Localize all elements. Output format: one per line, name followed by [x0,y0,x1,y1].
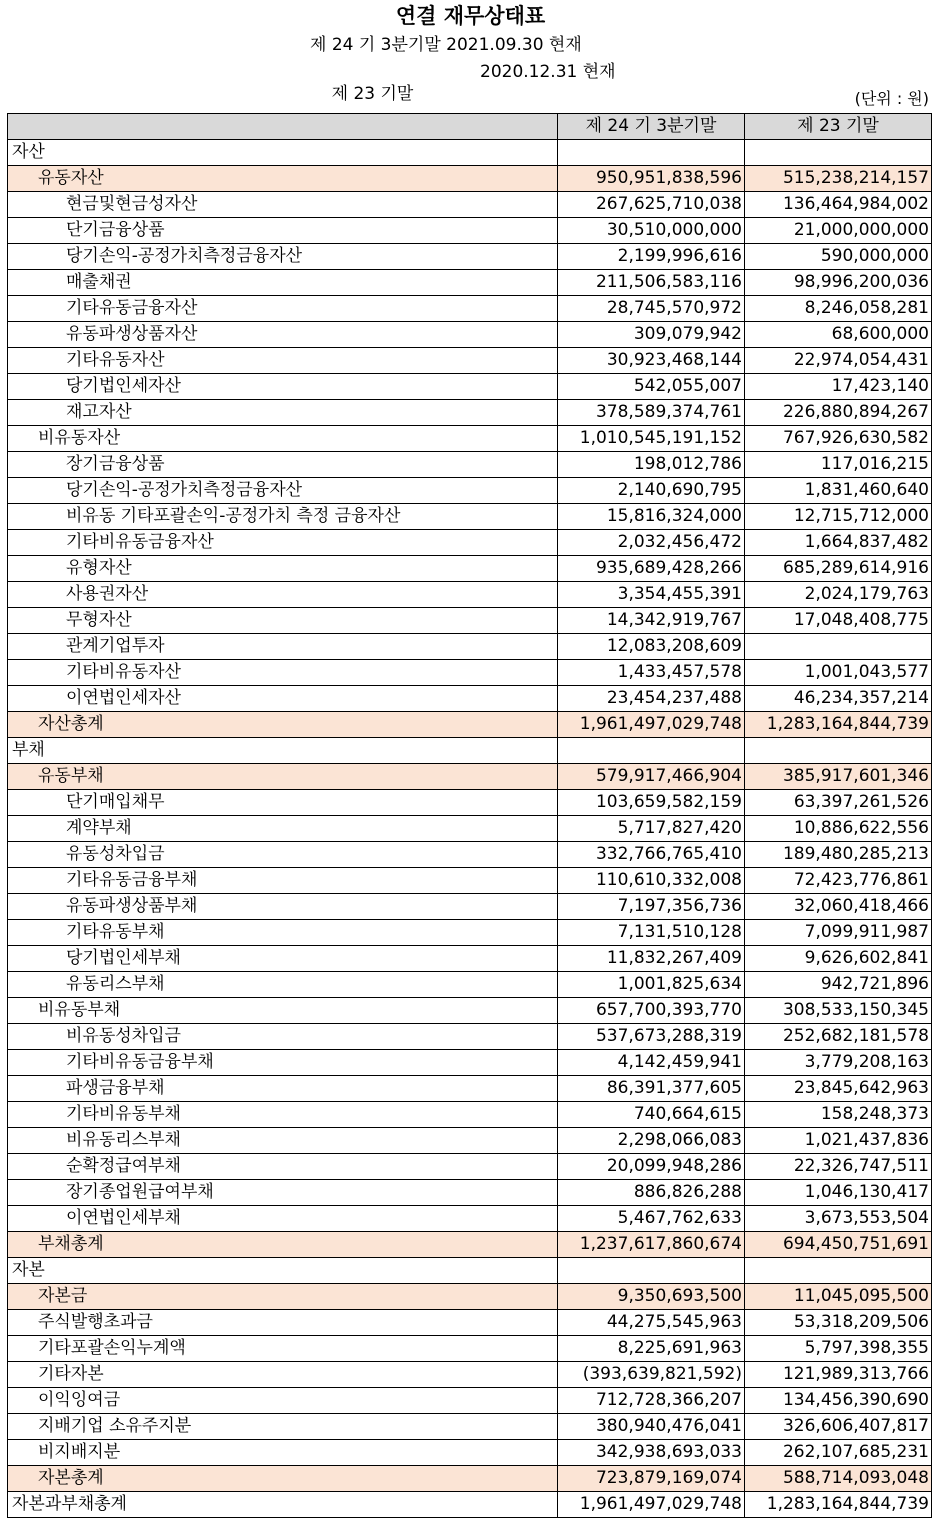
prior-period-value: 694,450,751,691 [745,1232,932,1258]
current-period-value: 103,659,582,159 [558,790,745,816]
prior-period-value: 3,673,553,504 [745,1206,932,1232]
unit-label: (단위 : 원) [854,89,929,108]
table-body [8,140,932,1518]
prior-period-value: 134,456,390,690 [745,1388,932,1414]
account-label: 기타유동금융자산 [8,296,558,322]
table-row [8,1310,932,1336]
table-row [8,530,932,556]
current-period-value: 211,506,583,116 [558,270,745,296]
account-label: 비유동 기타포괄손익-공정가치 측정 금융자산 [8,504,558,530]
prior-period-value: 23,845,642,963 [745,1076,932,1102]
table-row [8,426,932,452]
table-row [8,452,932,478]
account-label: 부채 [8,738,558,764]
account-label: 비지배지분 [8,1440,558,1466]
account-label: 지배기업 소유주지분 [8,1414,558,1440]
table-row [8,1102,932,1128]
current-period-value: 23,454,237,488 [558,686,745,712]
current-period-value: 950,951,838,596 [558,166,745,192]
prior-period-value: 588,714,093,048 [745,1466,932,1492]
account-label: 재고자산 [8,400,558,426]
prior-period-value: 308,533,150,345 [745,998,932,1024]
prior-period-value: 1,664,837,482 [745,530,932,556]
account-label: 자본과부채총계 [8,1492,558,1518]
current-period-value: 20,099,948,286 [558,1154,745,1180]
current-period-value [558,1258,745,1284]
current-period-value: 2,032,456,472 [558,530,745,556]
account-label: 기타자본 [8,1362,558,1388]
prior-period-value: 252,682,181,578 [745,1024,932,1050]
table-row [8,946,932,972]
current-period-value: 4,142,459,941 [558,1050,745,1076]
current-period-value [558,140,745,166]
table-row [8,374,932,400]
current-period-value: 15,816,324,000 [558,504,745,530]
account-label: 무형자산 [8,608,558,634]
table-row [8,972,932,998]
table-row [8,322,932,348]
current-period-value: 537,673,288,319 [558,1024,745,1050]
prior-period-value: 1,283,164,844,739 [745,712,932,738]
table-row [8,1154,932,1180]
prior-period-value: 189,480,285,213 [745,842,932,868]
prior-period-value: 121,989,313,766 [745,1362,932,1388]
prior-period-value [745,1258,932,1284]
account-label: 당기법인세부채 [8,946,558,972]
account-label: 단기금융상품 [8,218,558,244]
period-current: 제 24 기 3분기말 2021.09.30 현재 [310,35,582,55]
prior-period-value: 326,606,407,817 [745,1414,932,1440]
current-period-value: 332,766,765,410 [558,842,745,868]
current-period-value: 44,275,545,963 [558,1310,745,1336]
table-row [8,556,932,582]
table-row [8,1206,932,1232]
current-period-value: 7,131,510,128 [558,920,745,946]
account-label: 기타유동자산 [8,348,558,374]
account-label: 현금및현금성자산 [8,192,558,218]
current-period-value: 3,354,455,391 [558,582,745,608]
table-row [8,1128,932,1154]
account-label: 당기손익-공정가치측정금융자산 [8,244,558,270]
current-period-value: 886,826,288 [558,1180,745,1206]
account-label: 기타포괄손익누계액 [8,1336,558,1362]
prior-period-value: 98,996,200,036 [745,270,932,296]
prior-period-value: 767,926,630,582 [745,426,932,452]
prior-period-value: 46,234,357,214 [745,686,932,712]
prior-period-value: 63,397,261,526 [745,790,932,816]
account-label: 유동부채 [8,764,558,790]
current-period-value: 740,664,615 [558,1102,745,1128]
account-label: 계약부채 [8,816,558,842]
account-label: 단기매입채무 [8,790,558,816]
prior-period-value: 1,046,130,417 [745,1180,932,1206]
account-label: 순확정급여부채 [8,1154,558,1180]
current-period-value: 7,197,356,736 [558,894,745,920]
prior-period-value: 17,423,140 [745,374,932,400]
prior-period-value: 1,021,437,836 [745,1128,932,1154]
table-row [8,270,932,296]
table-row [8,348,932,374]
prior-period-value: 226,880,894,267 [745,400,932,426]
account-label: 기타비유동금융자산 [8,530,558,556]
current-period-value: 14,342,919,767 [558,608,745,634]
table-row [8,868,932,894]
prior-period-value: 11,045,095,500 [745,1284,932,1310]
prior-period-value: 262,107,685,231 [745,1440,932,1466]
account-label: 기타비유동부채 [8,1102,558,1128]
current-period-value: 86,391,377,605 [558,1076,745,1102]
prior-period-value: 942,721,896 [745,972,932,998]
page-title: 연결 재무상태표 [395,4,546,28]
account-label: 이연법인세자산 [8,686,558,712]
account-label: 비유동성차입금 [8,1024,558,1050]
current-period-value: 30,510,000,000 [558,218,745,244]
table-row [8,1362,932,1388]
table-row [8,1180,932,1206]
current-period-value: 2,140,690,795 [558,478,745,504]
table-row [8,660,932,686]
current-period-value: 657,700,393,770 [558,998,745,1024]
account-label: 기타유동부채 [8,920,558,946]
current-period-value: 1,433,457,578 [558,660,745,686]
table-row [8,1388,932,1414]
prior-period-value: 590,000,000 [745,244,932,270]
table-row [8,296,932,322]
current-period-value: 935,689,428,266 [558,556,745,582]
table-row [8,1258,932,1284]
table-row [8,1076,932,1102]
account-label: 기타비유동금융부채 [8,1050,558,1076]
column-header-current: 제 24 기 3분기말 [558,114,745,140]
account-label: 비유동리스부채 [8,1128,558,1154]
prior-period-value: 72,423,776,861 [745,868,932,894]
account-label: 기타유동금융부채 [8,868,558,894]
table-row [8,1336,932,1362]
prior-period-value: 21,000,000,000 [745,218,932,244]
account-label: 자산 [8,140,558,166]
account-label: 자산총계 [8,712,558,738]
table-row [8,738,932,764]
account-label: 자본 [8,1258,558,1284]
current-period-value: 267,625,710,038 [558,192,745,218]
table-row [8,1232,932,1258]
period-prior-label: 제 23 기말 [331,84,414,104]
account-label: 파생금융부채 [8,1076,558,1102]
table-row [8,218,932,244]
prior-period-value: 22,326,747,511 [745,1154,932,1180]
table-row [8,816,932,842]
table-row [8,244,932,270]
period-prior-date: 2020.12.31 현재 [480,62,616,82]
table-row [8,790,932,816]
table-row [8,608,932,634]
prior-period-value: 385,917,601,346 [745,764,932,790]
prior-period-value: 12,715,712,000 [745,504,932,530]
prior-period-value: 136,464,984,002 [745,192,932,218]
current-period-value: 2,199,996,616 [558,244,745,270]
account-label: 유동파생상품부채 [8,894,558,920]
current-period-value: 5,467,762,633 [558,1206,745,1232]
column-header-account [8,114,558,140]
table-row [8,894,932,920]
current-period-value: 723,879,169,074 [558,1466,745,1492]
prior-period-value: 2,024,179,763 [745,582,932,608]
statement-header [0,0,941,112]
table-row [8,1050,932,1076]
account-label: 매출채권 [8,270,558,296]
account-label: 이익잉여금 [8,1388,558,1414]
table-row [8,634,932,660]
account-label: 자본총계 [8,1466,558,1492]
table-row [8,1440,932,1466]
prior-period-value [745,634,932,660]
prior-period-value: 8,246,058,281 [745,296,932,322]
table-row [8,1284,932,1310]
table-row [8,582,932,608]
current-period-value: 5,717,827,420 [558,816,745,842]
account-label: 비유동부채 [8,998,558,1024]
current-period-value: 342,938,693,033 [558,1440,745,1466]
balance-sheet-table [7,113,932,1518]
table-row [8,1414,932,1440]
table-row [8,686,932,712]
table-row [8,504,932,530]
prior-period-value: 1,001,043,577 [745,660,932,686]
account-label: 유동리스부채 [8,972,558,998]
account-label: 당기법인세자산 [8,374,558,400]
account-label: 이연법인세부채 [8,1206,558,1232]
current-period-value: 309,079,942 [558,322,745,348]
table-row [8,400,932,426]
table-row [8,478,932,504]
table-row [8,764,932,790]
prior-period-value: 515,238,214,157 [745,166,932,192]
prior-period-value [745,738,932,764]
prior-period-value: 22,974,054,431 [745,348,932,374]
current-period-value: 9,350,693,500 [558,1284,745,1310]
current-period-value: 712,728,366,207 [558,1388,745,1414]
current-period-value: (393,639,821,592) [558,1362,745,1388]
current-period-value: 579,917,466,904 [558,764,745,790]
current-period-value: 542,055,007 [558,374,745,400]
table-row [8,1492,932,1518]
current-period-value: 378,589,374,761 [558,400,745,426]
prior-period-value: 117,016,215 [745,452,932,478]
current-period-value: 1,001,825,634 [558,972,745,998]
account-label: 장기종업원급여부채 [8,1180,558,1206]
table-row [8,140,932,166]
prior-period-value: 5,797,398,355 [745,1336,932,1362]
prior-period-value: 9,626,602,841 [745,946,932,972]
table-row [8,166,932,192]
prior-period-value: 10,886,622,556 [745,816,932,842]
current-period-value: 2,298,066,083 [558,1128,745,1154]
account-label: 주식발행초과금 [8,1310,558,1336]
account-label: 유형자산 [8,556,558,582]
current-period-value: 1,961,497,029,748 [558,1492,745,1518]
table-row [8,842,932,868]
column-header-prior: 제 23 기말 [745,114,932,140]
prior-period-value: 32,060,418,466 [745,894,932,920]
current-period-value: 8,225,691,963 [558,1336,745,1362]
prior-period-value: 685,289,614,916 [745,556,932,582]
account-label: 자본금 [8,1284,558,1310]
current-period-value: 1,237,617,860,674 [558,1232,745,1258]
account-label: 비유동자산 [8,426,558,452]
account-label: 유동파생상품자산 [8,322,558,348]
table-row [8,712,932,738]
table-row [8,920,932,946]
account-label: 장기금융상품 [8,452,558,478]
account-label: 사용권자산 [8,582,558,608]
table-row [8,1466,932,1492]
current-period-value: 1,961,497,029,748 [558,712,745,738]
current-period-value: 198,012,786 [558,452,745,478]
prior-period-value [745,140,932,166]
prior-period-value: 53,318,209,506 [745,1310,932,1336]
account-label: 기타비유동자산 [8,660,558,686]
account-label: 관계기업투자 [8,634,558,660]
table-header-row [8,114,932,140]
prior-period-value: 68,600,000 [745,322,932,348]
current-period-value: 28,745,570,972 [558,296,745,322]
prior-period-value: 1,831,460,640 [745,478,932,504]
current-period-value: 12,083,208,609 [558,634,745,660]
current-period-value [558,738,745,764]
prior-period-value: 1,283,164,844,739 [745,1492,932,1518]
prior-period-value: 158,248,373 [745,1102,932,1128]
account-label: 당기손익-공정가치측정금융자산 [8,478,558,504]
prior-period-value: 7,099,911,987 [745,920,932,946]
prior-period-value: 3,779,208,163 [745,1050,932,1076]
current-period-value: 1,010,545,191,152 [558,426,745,452]
table-row [8,192,932,218]
account-label: 부채총계 [8,1232,558,1258]
current-period-value: 11,832,267,409 [558,946,745,972]
table-row [8,998,932,1024]
current-period-value: 380,940,476,041 [558,1414,745,1440]
current-period-value: 30,923,468,144 [558,348,745,374]
prior-period-value: 17,048,408,775 [745,608,932,634]
table-row [8,1024,932,1050]
account-label: 유동자산 [8,166,558,192]
current-period-value: 110,610,332,008 [558,868,745,894]
account-label: 유동성차입금 [8,842,558,868]
